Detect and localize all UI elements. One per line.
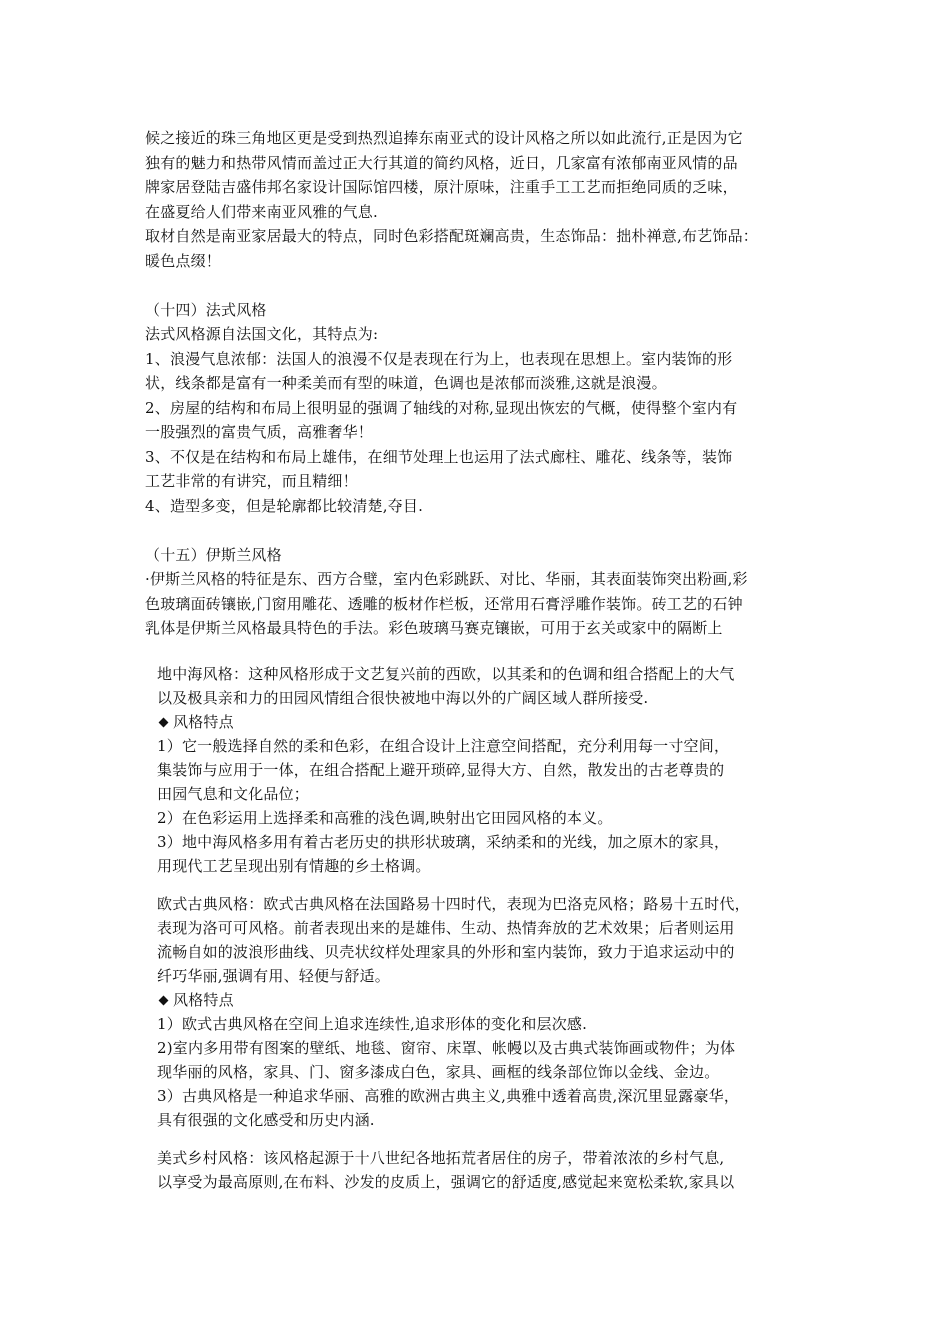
text-line: 3）古典风格是一种追求华丽、高雅的欧洲古典主义,典雅中透着高贵,深沉里显露豪华， xyxy=(157,1087,740,1105)
diamond-bullet-icon xyxy=(159,995,169,1005)
european-classical-section xyxy=(157,892,817,1132)
text-line: 集装饰与应用于一体，在组合搭配上避开琐碎,显得大方、自然，散发出的古老尊贵的 xyxy=(157,761,725,779)
text-line: 美式乡村风格：该风格起源于十八世纪各地拓荒者居住的房子，带着浓浓的乡村气息, xyxy=(157,1149,725,1167)
lower-text-block xyxy=(157,662,817,1194)
paragraph-gap xyxy=(157,878,817,892)
text-line: 牌家居登陆吉盛伟邦名家设计国际馆四楼，原汁原味，注重手工工艺而拒绝同质的乏味， xyxy=(145,178,738,196)
text-line: 1、浪漫气息浓郁：法国人的浪漫不仅是表现在行为上，也表现在思想上。室内装饰的形 xyxy=(145,349,733,368)
text-line: 暖色点缀！ xyxy=(145,251,222,270)
bullet-heading xyxy=(157,710,817,734)
text-line: 具有很强的文化感受和历史内涵. xyxy=(157,1111,375,1129)
bullet-label: 风格特点 xyxy=(173,713,234,731)
section-heading-french: （十四）法式风格 xyxy=(145,300,267,319)
text-line: 地中海风格：这种风格形成于文艺复兴前的西欧，以其柔和的色调和组合搭配上的大气 xyxy=(157,665,735,683)
text-line: 2、房屋的结构和布局上很明显的强调了轴线的对称,显现出恢宏的气概，使得整个室内有 xyxy=(145,398,738,417)
text-line: 现华丽的风格，家具、门、窗多漆成白色，家具、画框的线条部位饰以金线、金边。 xyxy=(157,1063,720,1081)
text-line: 乳体是伊斯兰风格最具特色的手法。彩色玻璃马赛克镶嵌，可用于玄关或家中的隔断上 xyxy=(145,619,723,637)
text-line: 在盛夏给人们带来南亚风雅的气息. xyxy=(145,202,378,221)
paragraph-gap xyxy=(157,1132,817,1146)
text-line: 法式风格源自法国文化，其特点为: xyxy=(145,325,379,343)
bullet-heading xyxy=(157,988,817,1012)
mediterranean-style-section xyxy=(157,662,817,878)
text-line: 表现为洛可可风格。前者表现出来的是雄伟、生动、热情奔放的艺术效果；后者则运用 xyxy=(157,919,735,937)
paragraph-gap xyxy=(145,518,835,543)
text-line: 4、造型多变，但是轮廓都比较清楚,夺目. xyxy=(145,496,424,515)
text-line: 纤巧华丽,强调有用、轻便与舒适。 xyxy=(157,967,390,985)
text-line: 状，线条都是富有一种柔美而有型的味道，色调也是浓郁而淡雅,这就是浪漫。 xyxy=(145,374,667,392)
text-line: 1）它一般选择自然的柔和色彩，在组合设计上注意空间搭配，充分利用每一寸空间， xyxy=(157,737,730,755)
text-line: 取材自然是南亚家居最大的特点，同时色彩搭配斑斓高贵，生态饰品：拙朴禅意,布艺饰品： xyxy=(145,227,758,245)
french-style-section xyxy=(145,298,835,519)
text-line: 以享受为最高原则,在布料、沙发的皮质上，强调它的舒适度,感觉起来宽松柔软,家具以 xyxy=(157,1173,735,1191)
section-heading-islamic: （十五）伊斯兰风格 xyxy=(145,545,282,564)
text-line: 色玻璃面砖镶嵌,门窗用雕花、透雕的板材作栏板，还常用石膏浮雕作装饰。砖工艺的石钟 xyxy=(145,594,743,613)
diamond-bullet-icon xyxy=(159,717,169,727)
text-line: 田园气息和文化品位； xyxy=(157,785,310,803)
text-line: 欧式古典风格：欧式古典风格在法国路易十四时代，表现为巴洛克风格；路易十五时代， xyxy=(157,895,750,913)
text-line: 工艺非常的有讲究，而且精细！ xyxy=(145,472,358,490)
text-line: 候之接近的珠三角地区更是受到热烈追捧东南亚式的设计风格之所以如此流行,正是因为它 xyxy=(145,129,743,147)
text-line: ·伊斯兰风格的特征是东、西方合璧，室内色彩跳跃、对比、华丽，其表面装饰突出粉画,彩 xyxy=(145,570,748,588)
text-line: 以及极具亲和力的田园风情组合很快被地中海以外的广阔区域人群所接受. xyxy=(157,689,649,707)
text-line: 用现代工艺呈现出别有情趣的乡土格调。 xyxy=(157,857,431,875)
bullet-label: 风格特点 xyxy=(173,991,234,1009)
islamic-style-section xyxy=(145,543,835,641)
text-line: 3、不仅是在结构和布局上雄伟，在细节处理上也运用了法式廊柱、雕花、线条等，装饰 xyxy=(145,447,733,466)
text-line: 一股强烈的富贵气质，高雅奢华！ xyxy=(145,423,374,441)
southeast-asian-paragraph xyxy=(145,126,835,273)
text-line: 流畅自如的波浪形曲线、贝壳状纹样处理家具的外形和室内装饰，致力于追求运动中的 xyxy=(157,943,735,961)
text-line: 2)室内多用带有图案的壁纸、地毯、窗帘、床罩、帐幔以及古典式装饰画或物件；为体 xyxy=(157,1039,736,1057)
text-line: 3）地中海风格多用有着古老历史的拱形状玻璃，采纳柔和的光线，加之原木的家具， xyxy=(157,833,730,851)
text-line: 1）欧式古典风格在空间上追求连续性,追求形体的变化和层次感. xyxy=(157,1015,588,1033)
american-country-section xyxy=(157,1146,817,1194)
paragraph-gap xyxy=(145,273,835,298)
text-line: 独有的魅力和热带风情而盖过正大行其道的简约风格，近日，几家富有浓郁南亚风情的品 xyxy=(145,153,738,172)
upper-text-block xyxy=(145,126,835,641)
text-line: 2）在色彩运用上选择柔和高雅的浅色调,映射出它田园风格的本义。 xyxy=(157,809,613,827)
